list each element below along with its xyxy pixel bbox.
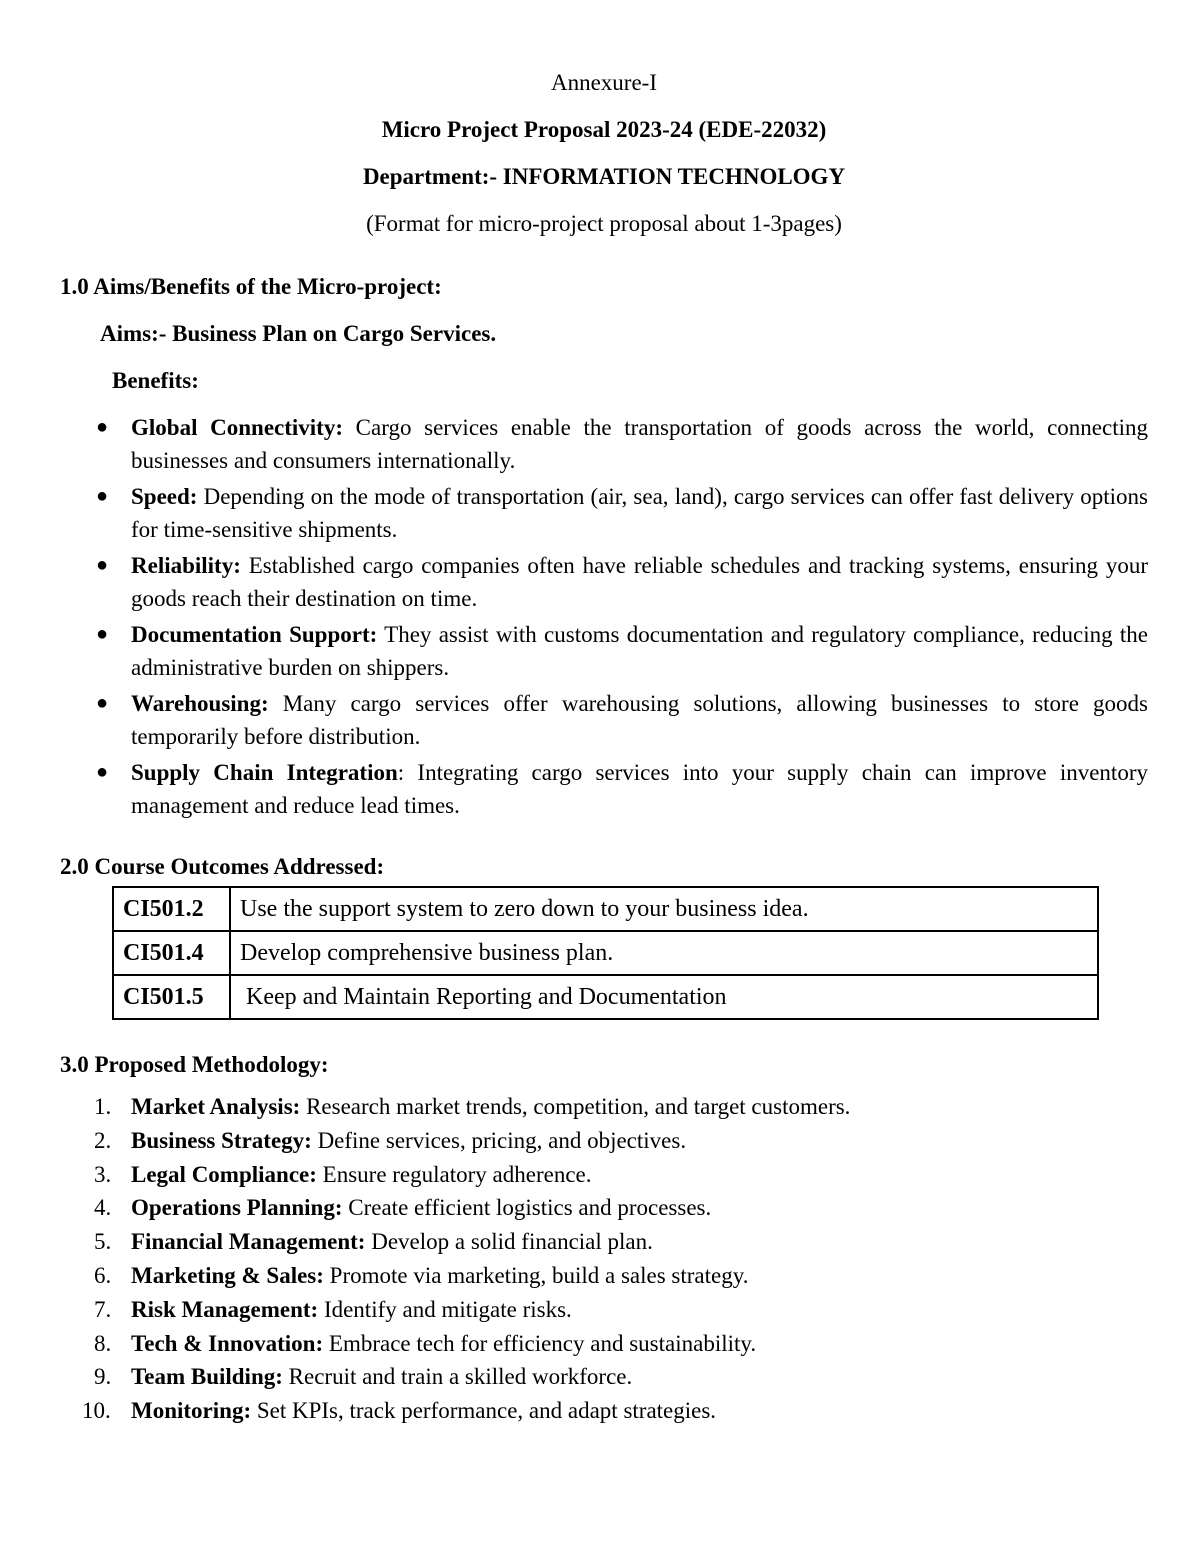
outcome-description: Develop comprehensive business plan.	[230, 931, 1098, 975]
bullet-icon: ●	[96, 623, 109, 645]
step-number: 5.	[94, 1229, 112, 1255]
step-text: Create efficient logistics and processes.	[342, 1195, 712, 1221]
step-text: Define services, pricing, and objectives.	[311, 1127, 687, 1153]
benefit-text: Established cargo companies often have reliable schedules and tracking systems, ensuring your goods reach their destination on time.	[131, 553, 1148, 611]
aims-line: Aims:- Business Plan on Cargo Services.	[100, 321, 497, 346]
methodology-list	[60, 1090, 1148, 1428]
step-term: Business Strategy:	[131, 1127, 312, 1153]
step-term: Financial Management:	[131, 1229, 366, 1255]
benefit-term: Documentation Support:	[131, 622, 378, 647]
step-text: Develop a solid financial plan.	[365, 1229, 653, 1255]
step-text: Embrace tech for efficiency and sustainability.	[323, 1330, 757, 1356]
step-term: Team Building:	[131, 1364, 283, 1390]
list-item	[60, 549, 1148, 615]
benefit-term: Warehousing:	[131, 691, 269, 716]
list-item	[60, 480, 1148, 546]
benefits-label: Benefits:	[112, 368, 199, 393]
step-number: 6.	[94, 1262, 112, 1288]
table-row	[113, 975, 1098, 1019]
section-aims-title: 1.0 Aims/Benefits of the Micro-project:	[60, 274, 442, 299]
benefit-text: : Integrating cargo services into your supply chain can improve inventory management and reduce lead times.	[131, 760, 1148, 818]
list-item	[60, 1124, 1148, 1158]
step-text: Promote via marketing, build a sales strategy.	[323, 1262, 749, 1288]
benefit-term: Supply Chain Integration	[131, 760, 398, 785]
list-item	[60, 1327, 1148, 1361]
step-number: 4.	[94, 1195, 112, 1221]
step-term: Market Analysis:	[131, 1094, 301, 1119]
step-number: 1.	[94, 1094, 112, 1119]
list-item	[60, 1360, 1148, 1394]
list-item	[60, 1191, 1148, 1225]
section-methodology-title: 3.0 Proposed Methodology:	[60, 1052, 329, 1077]
format-note: (Format for micro-project proposal about 1-3pages)	[366, 211, 842, 236]
step-term: Marketing & Sales:	[131, 1262, 324, 1288]
step-number: 7.	[94, 1296, 112, 1322]
step-text: Identify and mitigate risks.	[318, 1296, 572, 1322]
bullet-icon: ●	[96, 761, 109, 783]
list-item	[60, 1293, 1148, 1327]
step-number: 8.	[94, 1330, 112, 1356]
bullet-icon: ●	[96, 554, 109, 576]
list-item	[60, 1259, 1148, 1293]
outcome-code: CI501.4	[113, 931, 230, 975]
annexure-label: Annexure-I	[550, 70, 657, 95]
step-term: Operations Planning:	[131, 1195, 343, 1221]
list-item	[60, 756, 1148, 822]
table-row	[113, 887, 1098, 931]
step-text: Ensure regulatory adherence.	[316, 1161, 592, 1187]
table-row	[113, 931, 1098, 975]
benefits-list	[60, 411, 1148, 822]
step-text: Set KPIs, track performance, and adapt strategies.	[251, 1398, 717, 1424]
step-text: Recruit and train a skilled workforce.	[282, 1364, 633, 1390]
step-term: Monitoring:	[131, 1398, 252, 1424]
bullet-icon: ●	[96, 416, 109, 438]
list-item	[60, 687, 1148, 753]
outcome-code: CI501.5	[113, 975, 230, 1019]
step-term: Tech & Innovation:	[131, 1330, 324, 1356]
list-item	[60, 618, 1148, 684]
step-number: 2.	[94, 1127, 112, 1153]
step-number: 10.	[82, 1398, 111, 1424]
step-number: 9.	[94, 1364, 112, 1390]
section-outcomes-title: 2.0 Course Outcomes Addressed:	[60, 854, 385, 879]
benefit-term: Global Connectivity:	[131, 415, 343, 440]
benefit-text: Many cargo services offer warehousing solutions, allowing businesses to store goods temporarily before distribution.	[131, 691, 1148, 749]
outcome-description: Use the support system to zero down to your business idea.	[230, 887, 1098, 931]
bullet-icon: ●	[96, 692, 109, 714]
benefit-text: They assist with customs documentation and regulatory compliance, reducing the administrative burden on shippers.	[131, 622, 1148, 680]
benefit-term: Speed:	[131, 484, 198, 509]
list-item	[60, 1394, 1148, 1428]
benefit-term: Reliability:	[131, 553, 241, 578]
step-term: Risk Management:	[131, 1296, 319, 1322]
outcome-code: CI501.2	[113, 887, 230, 931]
benefit-text: Cargo services enable the transportation of goods across the world, connecting businesses and consumers internationally.	[131, 415, 1148, 473]
list-item	[60, 1225, 1148, 1259]
list-item	[60, 1090, 1148, 1124]
list-item	[60, 411, 1148, 477]
outcome-description: Keep and Maintain Reporting and Documentation	[230, 975, 1098, 1019]
step-number: 3.	[94, 1161, 112, 1187]
step-term: Legal Compliance:	[131, 1161, 317, 1187]
step-text: Research market trends, competition, and target customers.	[300, 1094, 851, 1119]
department-line: Department:- INFORMATION TECHNOLOGY	[362, 164, 846, 189]
proposal-title: Micro Project Proposal 2023-24 (EDE-22032)	[381, 117, 827, 142]
benefit-text: Depending on the mode of transportation (air, sea, land), cargo services can offer fast delivery options for time-sensitive shipments.	[131, 484, 1148, 542]
course-outcomes-table	[112, 886, 1099, 1020]
list-item	[60, 1158, 1148, 1192]
bullet-icon: ●	[96, 485, 109, 507]
